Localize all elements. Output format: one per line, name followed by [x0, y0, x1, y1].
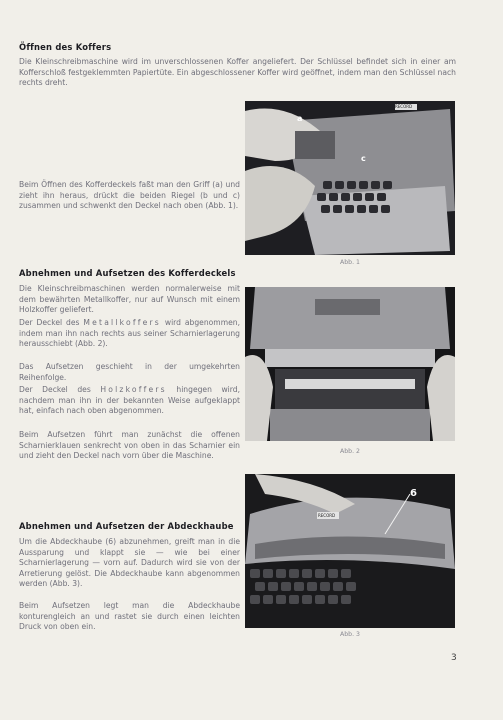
cases-paragraph: Die Kleinschreibmaschinen werden normalerweise mit dem bewährten Metallkoffer, nur auf Wunsch mit einem Holzkoffer geliefert.: [19, 284, 240, 315]
wood-case-suffix: hingegen wird, nachdem man ihn in der bekannten Weise aufgeklappt hat, einfach nach oben abgenommen.: [19, 385, 240, 416]
wood-case-prefix: Der Deckel des: [19, 385, 101, 394]
wood-case-word: Holzkoffers: [100, 385, 167, 394]
figure-1-brand: RECORD: [395, 104, 413, 109]
figure-1-caption: Abb. 1: [340, 259, 360, 266]
figure-3-caption: Abb. 3: [340, 631, 360, 638]
metal-case-word: Metallkoffers: [83, 318, 161, 327]
figure-2-photo: [245, 287, 455, 441]
intro-paragraph: Die Kleinschreibmaschine wird im unverschlossenen Koffer angeliefert. Der Schlüssel befindet sich in einer am Kofferschloß festgeklemmten Papiertüte. Ein abgeschlossener Koffer wird geöffnet, indem man den Schlüssel nach rechts dreht.: [19, 57, 456, 88]
figure-3-label-6: 6: [410, 488, 417, 499]
open-lid-paragraph: Beim Öffnen des Kofferdeckels faßt man den Griff (a) und zieht ihn heraus, drückt die beiden Riegel (b und c) zusammen und schwenkt den Deckel nach oben (Abb. 1).: [19, 180, 240, 211]
section-heading-kofferdeckel: Abnehmen und Aufsetzen des Kofferdeckels: [19, 268, 236, 278]
cover-attach-paragraph: Beim Aufsetzen legt man die Abdeckhaube konturengleich an und rastet sie durch einen leichten Druck von oben ein.: [19, 601, 240, 632]
figure-1-illustration: [245, 101, 455, 255]
figure-1-label-a: a: [297, 114, 303, 123]
figure-3-brand: RECORD: [318, 513, 336, 518]
section-heading-abdeckhaube: Abnehmen und Aufsetzen der Abdeckhaube: [19, 521, 234, 531]
hinge-paragraph: Beim Aufsetzen führt man zunächst die offenen Scharnierklauen senkrecht von oben in das Scharnier ein und zieht den Deckel nach vorn über die Maschine.: [19, 430, 240, 461]
figure-3-illustration: [245, 474, 455, 628]
page-number: 3: [451, 653, 457, 663]
cover-remove-paragraph: Um die Abdeckhaube (6) abzunehmen, greift man in die Aussparung und klappt sie — wie bei einer Scharnierlagerung — vorn auf. Dadurch wird sie von der Arretierung gelöst. Die Abdeckhaube kann abgenommen werden (Abb. 3).: [19, 537, 240, 589]
figure-3-photo: [245, 474, 455, 628]
metal-case-suffix: wird abgenommen, indem man ihn nach rechts aus seiner Scharnierlagerung herausschiebt (Abb. 2).: [19, 318, 241, 349]
metal-case-prefix: Der Deckel des: [19, 318, 84, 327]
metal-case-paragraph: [19, 318, 240, 350]
wood-case-paragraph: [19, 385, 240, 417]
figure-2-illustration: [245, 287, 455, 441]
section-heading-oeffnen: Öffnen des Koffers: [19, 42, 112, 52]
figure-2-caption: Abb. 2: [340, 448, 360, 455]
figure-1-label-c: c: [361, 154, 366, 163]
figure-1-photo: [245, 101, 455, 255]
reverse-order-paragraph: Das Aufsetzen geschieht in der umgekehrten Reihenfolge.: [19, 362, 240, 382]
